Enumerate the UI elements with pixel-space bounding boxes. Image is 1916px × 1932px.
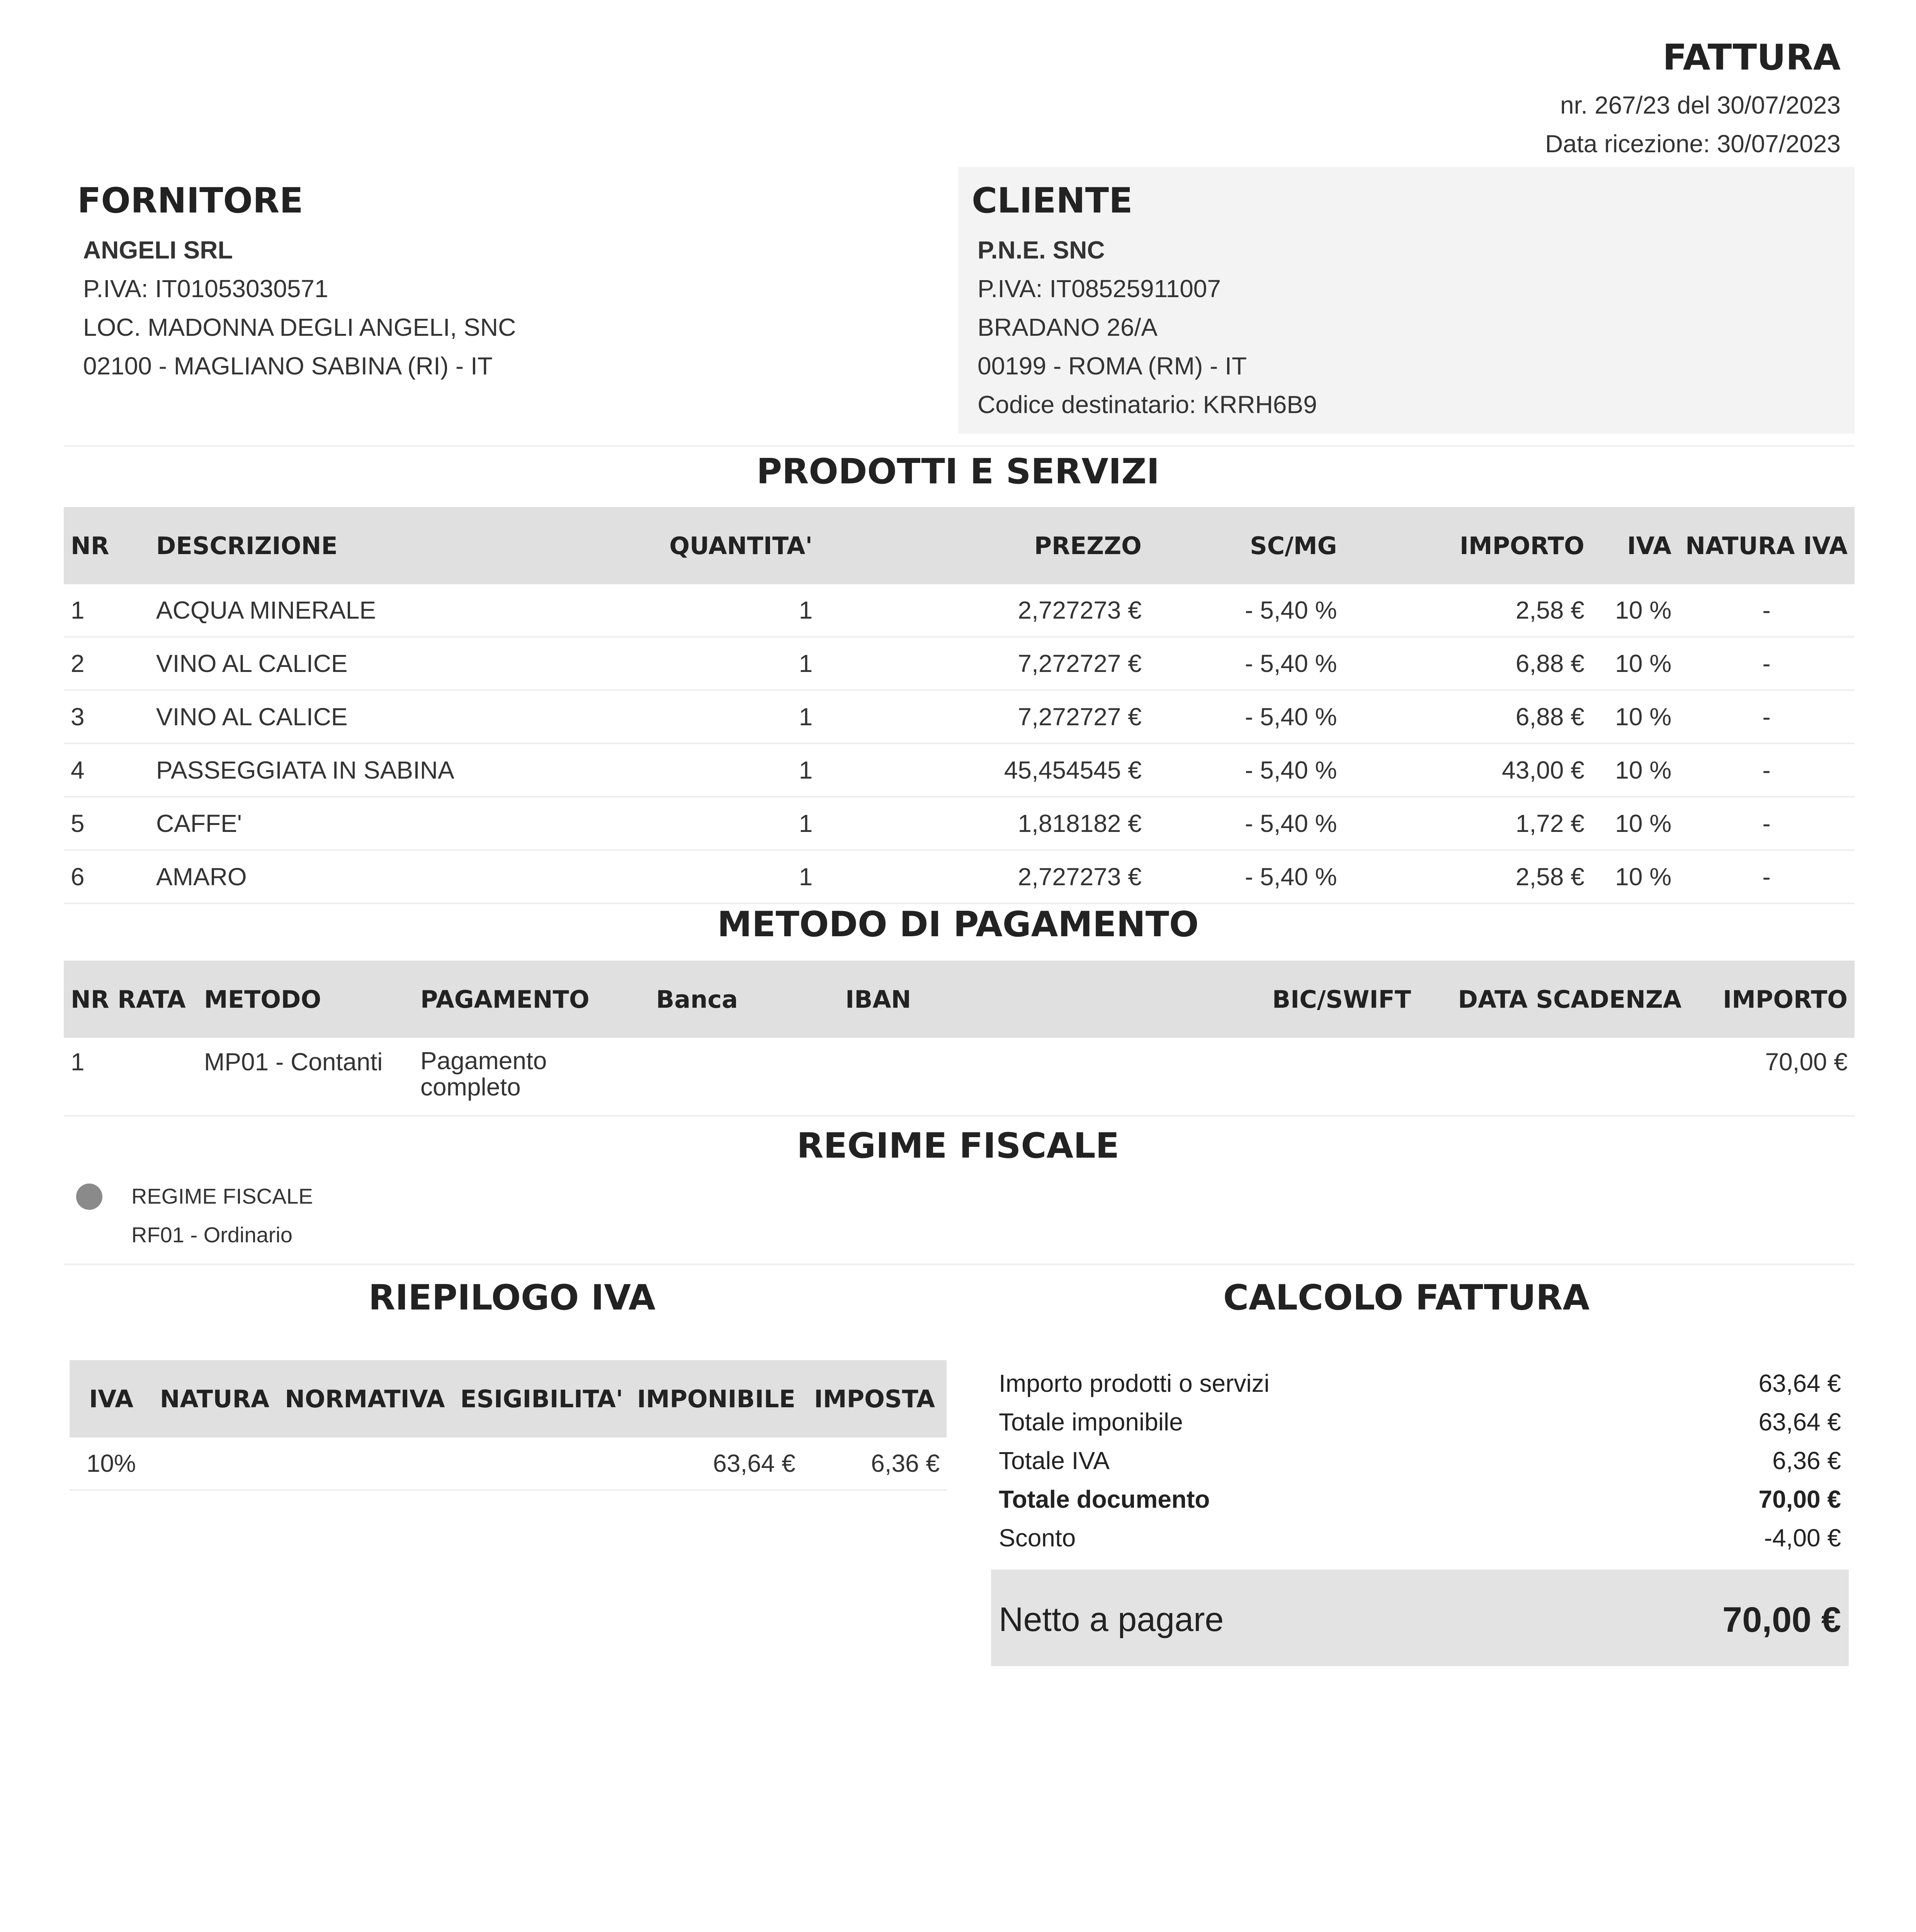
table-row <box>70 1437 947 1490</box>
col-natura-iva: NATURA IVA <box>1678 507 1855 584</box>
client-box <box>958 167 1855 434</box>
col-natura: NATURA <box>153 1360 277 1437</box>
row-quantita: 1 <box>529 584 819 637</box>
col-iban: IBAN <box>838 961 1256 1038</box>
col-normativa: NORMATIVA <box>276 1360 453 1437</box>
table-row <box>64 743 1855 797</box>
row-prezzo: 2,727273 € <box>819 850 1149 903</box>
row-prezzo: 7,272727 € <box>819 690 1149 743</box>
calc-sconto <box>999 1524 1841 1552</box>
row-sconto: - 5,40 % <box>1149 797 1344 850</box>
table-row <box>64 690 1855 743</box>
col-quantita: QUANTITA' <box>529 507 819 584</box>
table-row <box>64 1038 1855 1116</box>
calc-importo-prodotti <box>999 1369 1841 1398</box>
row-iva: 10 % <box>1591 690 1678 743</box>
table-row <box>64 584 1855 637</box>
supplier-vat: P.IVA: IT01053030571 <box>83 275 328 303</box>
calc-label: Totale IVA <box>999 1447 1110 1475</box>
payment-title: METODO DI PAGAMENTO <box>717 904 1199 945</box>
rata-scadenza <box>1418 1038 1688 1116</box>
calc-label: Totale documento <box>999 1485 1210 1513</box>
row-descrizione: VINO AL CALICE <box>149 637 529 690</box>
supplier-heading: FORNITORE <box>77 180 303 221</box>
row-descrizione: AMARO <box>149 850 529 903</box>
row-descrizione: PASSEGGIATA IN SABINA <box>149 743 529 797</box>
payment-table <box>64 961 1855 1117</box>
rata-bic <box>1256 1038 1418 1116</box>
col-pagamento: PAGAMENTO <box>413 961 649 1038</box>
row-natura: - <box>1678 743 1855 797</box>
client-vat: P.IVA: IT08525911007 <box>978 275 1221 303</box>
calcolo-title: CALCOLO FATTURA <box>1223 1277 1590 1318</box>
divider <box>64 1264 1855 1265</box>
client-address: BRADANO 26/A <box>978 313 1158 341</box>
calc-label: Importo prodotti o servizi <box>999 1369 1270 1397</box>
netto-box <box>991 1570 1849 1666</box>
col-importo: IMPORTO <box>1344 507 1591 584</box>
vat-natura <box>153 1437 277 1490</box>
invoice-number: nr. 267/23 del 30/07/2023 <box>1560 91 1841 119</box>
rata-pagamento-line2: completo <box>420 1073 521 1101</box>
row-nr: 3 <box>64 690 149 743</box>
row-nr: 1 <box>64 584 149 637</box>
col-sc-mg: SC/MG <box>1149 507 1344 584</box>
table-row <box>64 797 1855 850</box>
table-row <box>64 637 1855 690</box>
row-quantita: 1 <box>529 690 819 743</box>
supplier-name: ANGELI SRL <box>83 236 233 264</box>
col-banca: Banca <box>649 961 838 1038</box>
row-importo: 2,58 € <box>1344 584 1591 637</box>
calc-totale-iva <box>999 1446 1841 1475</box>
col-importo: IMPORTO <box>1688 961 1855 1038</box>
row-natura: - <box>1678 850 1855 903</box>
col-iva: IVA <box>1591 507 1678 584</box>
payment-header-row <box>64 961 1855 1038</box>
row-nr: 5 <box>64 797 149 850</box>
calc-label: Totale imponibile <box>999 1408 1183 1436</box>
col-nr-rata: NR RATA <box>64 961 197 1038</box>
client-city: 00199 - ROMA (RM) - IT <box>978 352 1247 380</box>
regime-value: RF01 - Ordinario <box>131 1223 293 1247</box>
row-iva: 10 % <box>1591 743 1678 797</box>
rata-iban <box>838 1038 1256 1116</box>
riepilogo-title: RIEPILOGO IVA <box>368 1277 656 1318</box>
row-quantita: 1 <box>529 637 819 690</box>
col-prezzo: PREZZO <box>819 507 1149 584</box>
client-recipient-code: Codice destinatario: KRRH6B9 <box>978 391 1317 418</box>
supplier-address: LOC. MADONNA DEGLI ANGELI, SNC <box>83 313 516 341</box>
col-bic-swift: BIC/SWIFT <box>1256 961 1418 1038</box>
calc-value: 63,64 € <box>1758 1369 1841 1397</box>
regime-label: REGIME FISCALE <box>131 1184 313 1208</box>
vat-summary-table <box>70 1360 947 1491</box>
row-importo: 2,58 € <box>1344 850 1591 903</box>
row-iva: 10 % <box>1591 850 1678 903</box>
col-nr: NR <box>64 507 149 584</box>
row-natura: - <box>1678 797 1855 850</box>
row-nr: 6 <box>64 850 149 903</box>
products-header-row <box>64 507 1855 584</box>
row-sconto: - 5,40 % <box>1149 743 1344 797</box>
row-sconto: - 5,40 % <box>1149 584 1344 637</box>
vat-imposta: 6,36 € <box>802 1437 947 1490</box>
vat-normativa <box>276 1437 453 1490</box>
document-title: FATTURA <box>1663 37 1841 78</box>
row-quantita: 1 <box>529 850 819 903</box>
vat-esigibilita <box>453 1437 630 1490</box>
row-importo: 6,88 € <box>1344 637 1591 690</box>
col-descrizione: DESCRIZIONE <box>149 507 529 584</box>
row-prezzo: 1,818182 € <box>819 797 1149 850</box>
rata-pagamento <box>413 1038 649 1116</box>
vat-rate: 10% <box>70 1437 153 1490</box>
row-nr: 2 <box>64 637 149 690</box>
col-data-scadenza: DATA SCADENZA <box>1418 961 1688 1038</box>
row-sconto: - 5,40 % <box>1149 690 1344 743</box>
row-sconto: - 5,40 % <box>1149 637 1344 690</box>
calc-value: 70,00 € <box>1758 1485 1841 1513</box>
supplier-box <box>64 167 952 434</box>
row-nr: 4 <box>64 743 149 797</box>
row-quantita: 1 <box>529 743 819 797</box>
rata-importo: 70,00 € <box>1688 1038 1855 1116</box>
bullet-icon <box>76 1184 102 1210</box>
row-prezzo: 7,272727 € <box>819 637 1149 690</box>
vat-header-row <box>70 1360 947 1437</box>
vat-imponibile: 63,64 € <box>630 1437 802 1490</box>
calc-value: 6,36 € <box>1772 1447 1841 1475</box>
netto-label: Netto a pagare <box>999 1600 1224 1638</box>
netto-value: 70,00 € <box>1722 1600 1841 1639</box>
rata-nr: 1 <box>64 1038 197 1116</box>
rata-pagamento-line1: Pagamento <box>420 1047 547 1075</box>
calc-totale-documento <box>999 1485 1841 1514</box>
row-sconto: - 5,40 % <box>1149 850 1344 903</box>
row-descrizione: ACQUA MINERALE <box>149 584 529 637</box>
row-iva: 10 % <box>1591 797 1678 850</box>
row-prezzo: 45,454545 € <box>819 743 1149 797</box>
row-iva: 10 % <box>1591 584 1678 637</box>
row-quantita: 1 <box>529 797 819 850</box>
supplier-city: 02100 - MAGLIANO SABINA (RI) - IT <box>83 352 493 380</box>
row-natura: - <box>1678 637 1855 690</box>
client-name: P.N.E. SNC <box>978 236 1105 264</box>
row-descrizione: CAFFE' <box>149 797 529 850</box>
regime-title: REGIME FISCALE <box>797 1126 1119 1166</box>
calc-value: -4,00 € <box>1764 1524 1841 1552</box>
calc-value: 63,64 € <box>1758 1408 1841 1436</box>
col-metodo: METODO <box>197 961 413 1038</box>
col-esigibilita: ESIGIBILITA' <box>453 1360 630 1437</box>
calc-totale-imponibile <box>999 1408 1841 1436</box>
row-natura: - <box>1678 584 1855 637</box>
table-row <box>64 850 1855 903</box>
row-importo: 1,72 € <box>1344 797 1591 850</box>
row-prezzo: 2,727273 € <box>819 584 1149 637</box>
calc-label: Sconto <box>999 1524 1076 1552</box>
row-descrizione: VINO AL CALICE <box>149 690 529 743</box>
col-iva: IVA <box>70 1360 153 1437</box>
row-importo: 6,88 € <box>1344 690 1591 743</box>
products-title: PRODOTTI E SERVIZI <box>757 451 1159 492</box>
col-imposta: IMPOSTA <box>802 1360 947 1437</box>
divider <box>64 445 1855 447</box>
receipt-date: Data ricezione: 30/07/2023 <box>1545 130 1841 158</box>
row-importo: 43,00 € <box>1344 743 1591 797</box>
products-table <box>64 507 1855 904</box>
client-heading: CLIENTE <box>972 180 1133 221</box>
row-natura: - <box>1678 690 1855 743</box>
col-imponibile: IMPONIBILE <box>630 1360 802 1437</box>
rata-metodo: MP01 - Contanti <box>197 1038 413 1116</box>
rata-banca <box>649 1038 838 1116</box>
row-iva: 10 % <box>1591 637 1678 690</box>
